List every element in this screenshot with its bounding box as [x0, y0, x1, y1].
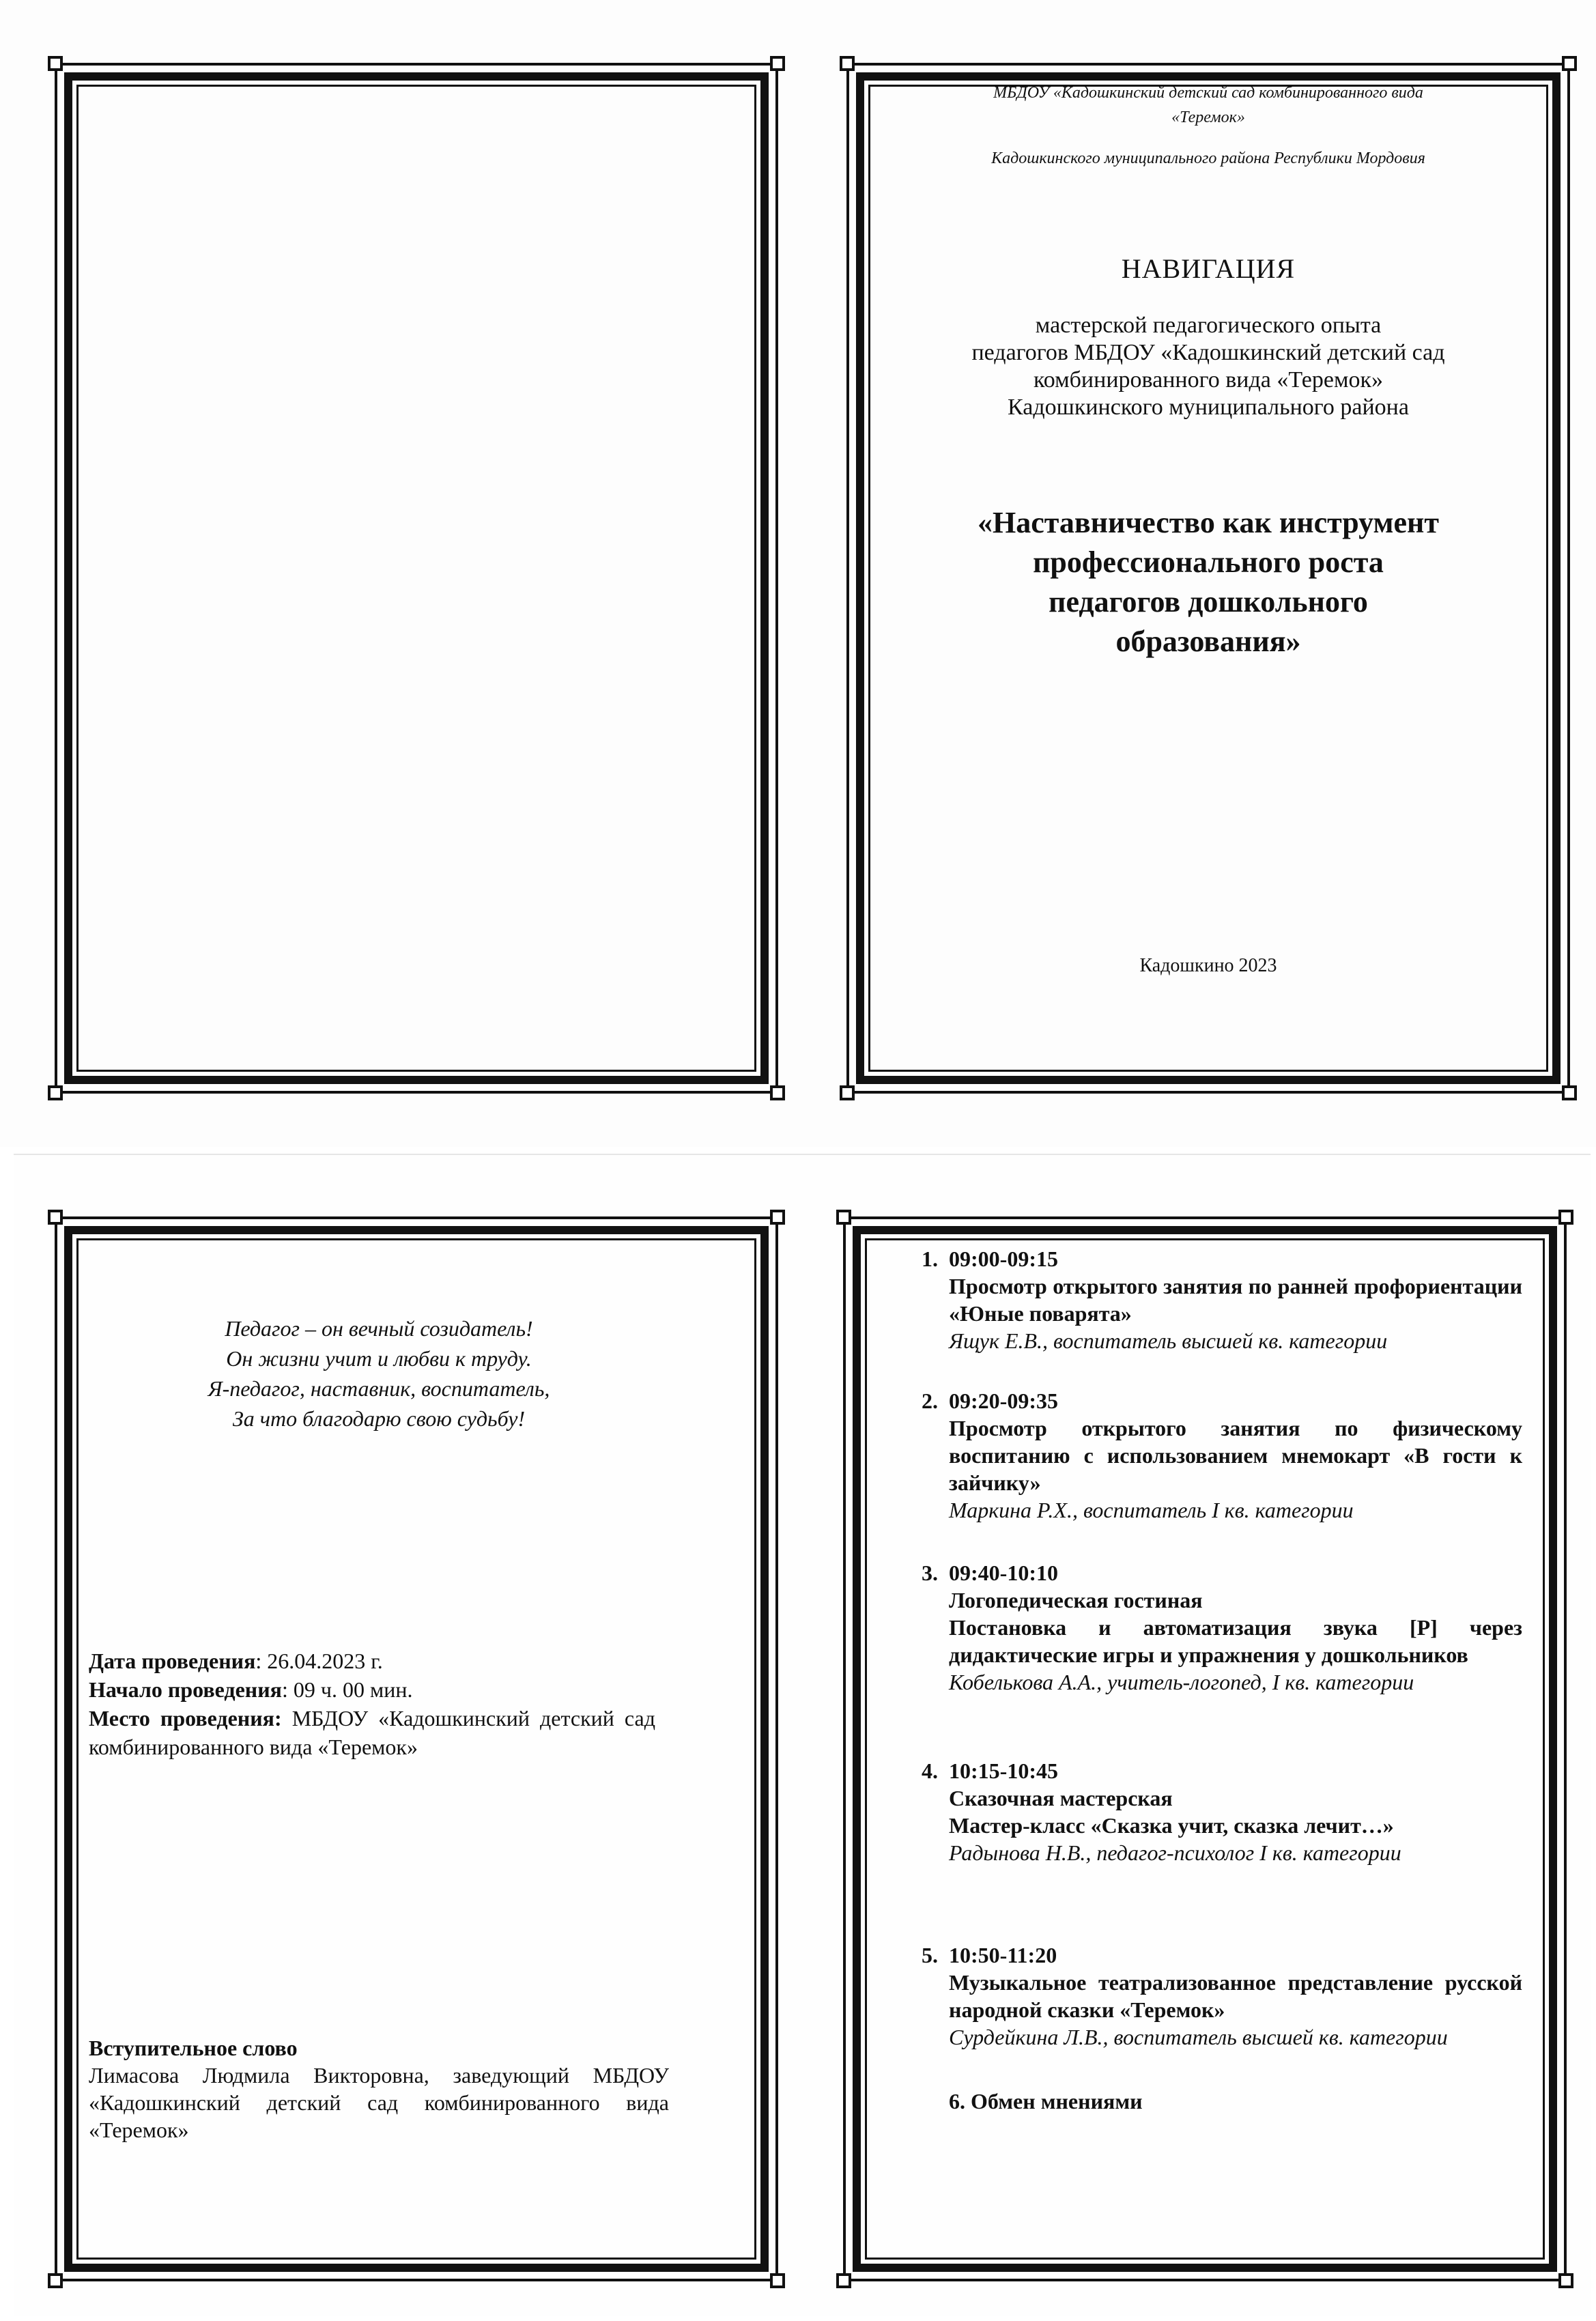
item-presenter: Кобелькова А.А., учитель-логопед, I кв. категории	[949, 1670, 1414, 1694]
item-presenter: Радынова Н.В., педагог-психолог I кв. категории	[949, 1840, 1401, 1865]
item-title: Музыкальное театрализованное представление русской народной сказки «Теремок»	[949, 1970, 1522, 2022]
final-item-discussion: 6. Обмен мнениями	[949, 2089, 1143, 2113]
item-number: 3.	[922, 1561, 938, 1585]
title-line: образования»	[1115, 625, 1301, 658]
program-item	[922, 1559, 1522, 1696]
org-line-1: МБДОУ «Кадошкинский детский сад комбинированного вида	[993, 84, 1423, 102]
title-line: «Наставничество как инструмент	[977, 506, 1440, 539]
item-number: 2.	[922, 1389, 938, 1413]
item-title: Просмотр открытого занятия по физическому воспитанию с использованием мнемокарт «В гости к зайчику»	[949, 1416, 1522, 1495]
cover-subtitle	[901, 312, 1515, 421]
opening-remarks-label: Вступительное слово	[89, 2036, 298, 2060]
item-time: 09:00-09:15	[949, 1247, 1058, 1271]
org-line-2: «Теремок»	[1171, 109, 1245, 126]
city-year: Кадошкино 2023	[1139, 955, 1277, 976]
event-place	[89, 1704, 655, 1761]
event-date	[89, 1647, 655, 1675]
date-label: Дата проведения	[89, 1649, 256, 1673]
back-cover-frame	[55, 63, 778, 1094]
title-line: педагогов дошкольного	[1049, 585, 1368, 618]
item-number: 4.	[922, 1758, 938, 1783]
item-time: 09:40-10:10	[949, 1561, 1058, 1585]
bottom-sheet	[14, 1154, 1591, 2316]
item-time: 10:50-11:20	[949, 1943, 1057, 1967]
item-title: Постановка и автоматизация звука [Р] через дидактические игры и упражнения у дошкольников	[949, 1615, 1522, 1667]
start-value: : 09 ч. 00 мин.	[281, 1677, 413, 1702]
event-title	[901, 503, 1515, 661]
epigraph-poem	[89, 1313, 669, 1434]
item-presenter: Маркина Р.Х., воспитатель I кв. категории	[949, 1498, 1354, 1522]
subtitle-line: педагогов МБДОУ «Кадошкинский детский сад	[971, 340, 1445, 365]
navigation-heading: НАВИГАЦИЯ	[1121, 253, 1296, 284]
poem-line: За что благодарю свою судьбу!	[232, 1406, 526, 1431]
poem-line: Педагог – он вечный созидатель!	[225, 1316, 533, 1341]
title-line: профессионального роста	[1033, 545, 1384, 579]
event-start	[89, 1675, 655, 1704]
date-value: : 26.04.2023 г.	[255, 1649, 383, 1673]
poem-line: Я-педагог, наставник, воспитатель,	[208, 1376, 550, 1401]
opening-remarks-speaker: Лимасова Людмила Викторовна, заведующий МБДОУ «Кадошкинский детский сад комбинированного вида «Теремок»	[89, 2063, 669, 2142]
item-title: Мастер-класс «Сказка учит, сказка лечит…»	[949, 1813, 1394, 1838]
program-item	[922, 1245, 1522, 1354]
place-value: МБДОУ «Кадошкинский детский сад комбинированного вида «Теремок»	[89, 1706, 656, 1759]
org-line-3: Кадошкинского муниципального района Республики Мордовия	[991, 149, 1425, 167]
subtitle-line: комбинированного вида «Теремок»	[1033, 367, 1384, 393]
place-label: Место проведения:	[89, 1706, 282, 1731]
opening-remarks	[89, 2034, 669, 2144]
item-section: Логопедическая гостиная	[949, 1588, 1203, 1612]
subtitle-line: мастерской педагогического опыта	[1035, 313, 1382, 338]
item-title: Просмотр открытого занятия по ранней профориентации «Юные поварята»	[949, 1274, 1522, 1326]
item-presenter: Сурдейкина Л.В., воспитатель высшей кв. категории	[949, 2025, 1448, 2049]
item-time: 10:15-10:45	[949, 1758, 1058, 1783]
start-label: Начало проведения	[89, 1677, 282, 1702]
event-details	[89, 1647, 655, 1761]
item-presenter: Ящук Е.В., воспитатель высшей кв. категории	[949, 1328, 1388, 1353]
top-sheet	[0, 0, 1596, 1147]
front-cover-content	[901, 81, 1515, 977]
item-number: 5.	[922, 1943, 938, 1967]
poem-line: Он жизни учит и любви к труду.	[226, 1346, 532, 1371]
item-number: 1.	[922, 1247, 938, 1271]
inside-left-content	[89, 1313, 669, 2144]
program-list	[922, 1245, 1522, 2242]
item-section: Сказочная мастерская	[949, 1786, 1173, 1810]
program-item	[922, 1941, 1522, 2051]
item-time: 09:20-09:35	[949, 1389, 1058, 1413]
subtitle-line: Кадошкинского муниципального района	[1008, 395, 1409, 420]
program-item	[922, 1387, 1522, 1524]
program-item	[922, 1757, 1522, 1866]
organization-name	[901, 81, 1515, 171]
